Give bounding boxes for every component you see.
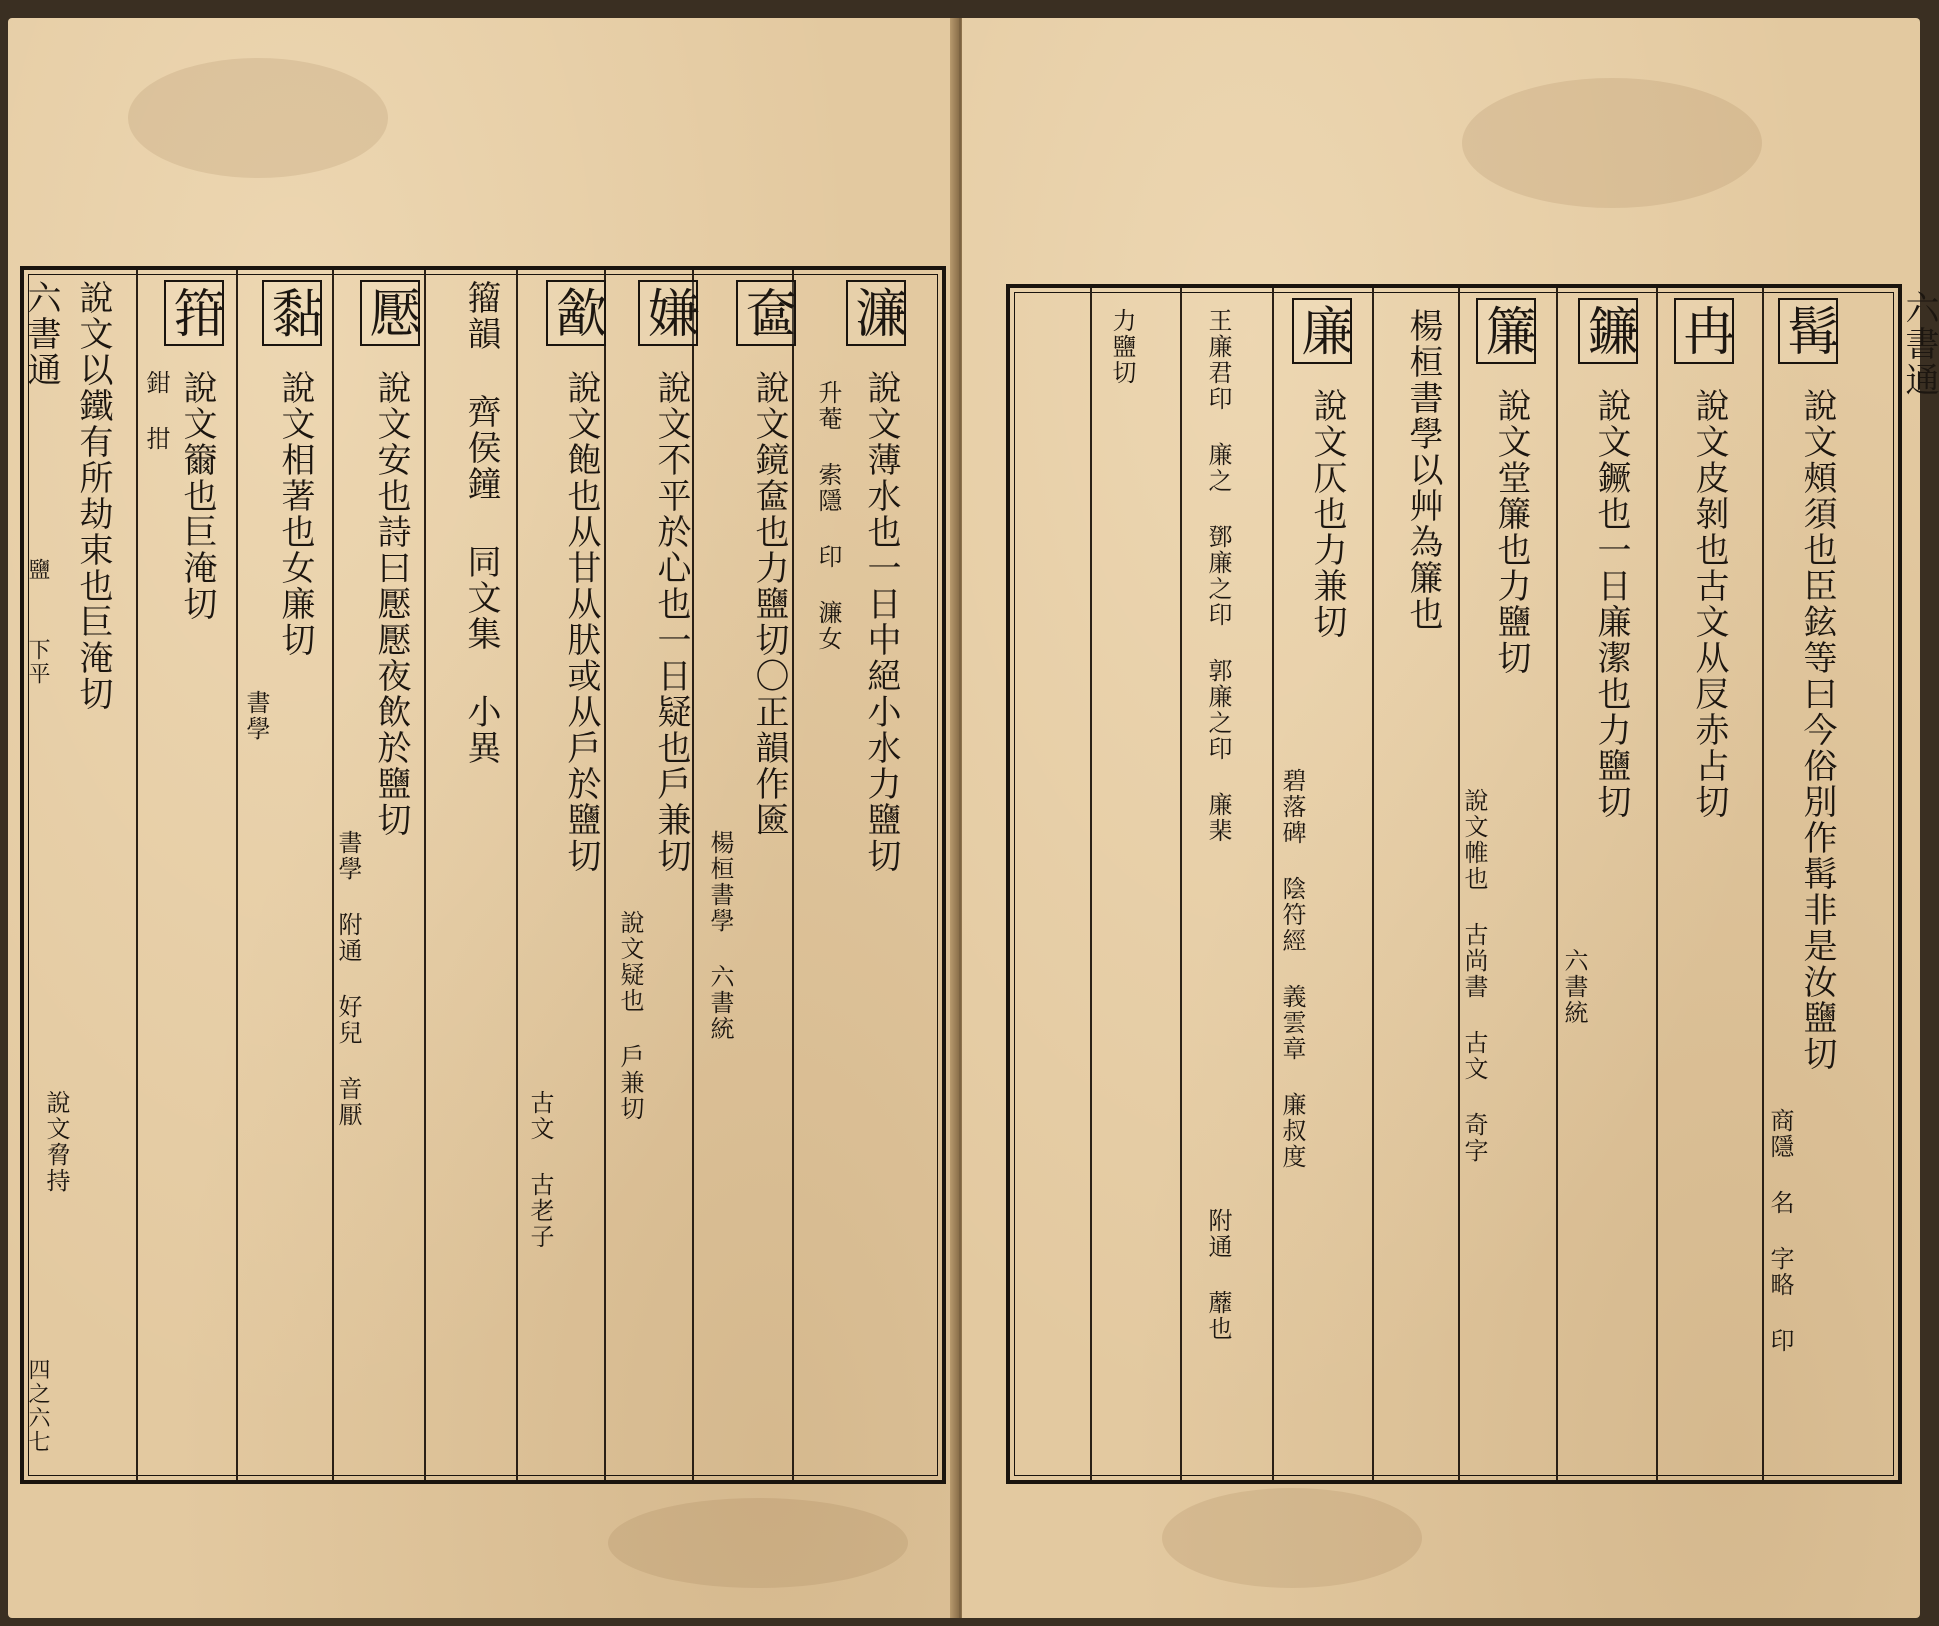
- headword-box: 廉: [1292, 298, 1352, 364]
- margin-folio: 四之六七: [25, 1358, 50, 1454]
- right-text-frame: [1006, 284, 1902, 1484]
- left-page: [8, 18, 958, 1618]
- entry-text: 說文相著也女廉切: [275, 370, 315, 658]
- right-page: [962, 18, 1939, 1618]
- entry-text: 力鹽切: [1108, 308, 1136, 386]
- headword-box: 冉: [1674, 298, 1734, 364]
- entry-note: 說文脅持: [42, 1090, 70, 1194]
- headword-box: 簾: [1476, 298, 1536, 364]
- entry-text: 楊桓書學以艸為簾也: [1403, 308, 1443, 632]
- entry-note: 附通 蘼也: [1204, 1208, 1232, 1342]
- entry-note: 楊桓書學 六書統: [706, 830, 734, 1042]
- entry-text: 說文頰須也臣鉉等曰今俗別作髯非是汝鹽切: [1797, 388, 1837, 1072]
- entry-note: 鉗 拑: [142, 370, 170, 452]
- entry-note: 說文疑也 戶兼切: [616, 910, 644, 1122]
- entry-note: 書學: [242, 690, 270, 742]
- entry-text: 說文以鐵有所劫束也巨淹切: [73, 280, 113, 712]
- entry-text: 說文不平於心也一日疑也戶兼切: [651, 370, 691, 874]
- entry-text: 說文薄水也一日中絕小水力鹽切: [861, 370, 901, 874]
- headword-box: 髯: [1778, 298, 1838, 364]
- entry-text: 說文安也詩曰懕懕夜飲於鹽切: [371, 370, 411, 838]
- headword-box: 嫌: [638, 280, 698, 346]
- entry-text: 說文皮剝也古文从㞋赤占切: [1689, 388, 1729, 820]
- entry-note: 升菴 索隱 印 濂女: [814, 380, 842, 652]
- headword-box: 㱃: [546, 280, 606, 346]
- headword-box: 懕: [360, 280, 420, 346]
- entry-note: 說文帷也 古尚書 古文 奇字: [1460, 788, 1488, 1164]
- entry-note: 六書統: [1560, 948, 1588, 1026]
- margin-rhyme: 鹽: [25, 558, 50, 582]
- margin-section: 下平: [25, 638, 50, 686]
- margin-title: 六書通: [21, 280, 61, 388]
- entry-text: 籀韻 齊侯鐘 同文集 小異: [461, 280, 501, 766]
- headword-box: 奩: [736, 280, 796, 346]
- entry-text: 說文仄也力兼切: [1307, 388, 1347, 640]
- entry-note: 商隱 名 字略 印: [1766, 1108, 1794, 1354]
- entry-text: 說文堂簾也力鹽切: [1491, 388, 1531, 676]
- margin-title: 六書通: [1899, 290, 1939, 398]
- headword-box: 黏: [262, 280, 322, 346]
- entry-text: 說文飽也从甘从肰或从戶於鹽切: [561, 370, 601, 874]
- entry-text: 說文籋也巨淹切: [177, 370, 217, 622]
- headword-box: 濂: [846, 280, 906, 346]
- entry-note: 碧落碑 陰符經 義雲章 廉叔度: [1278, 768, 1306, 1170]
- entry-text: 說文鏡奩也力鹽切〇正韻作匳: [749, 370, 789, 838]
- headword-box: 箝: [164, 280, 224, 346]
- entry-note: 古文 古老子: [526, 1090, 554, 1250]
- entry-text: 說文鐝也一日廉潔也力鹽切: [1591, 388, 1631, 820]
- entry-text: 王廉君印 廉之 鄧廉之印 郭廉之印 廉棐: [1204, 308, 1232, 844]
- entry-note: 書學 附通 好兒 音厭: [334, 830, 362, 1128]
- left-text-frame: [20, 266, 946, 1484]
- headword-box: 鐮: [1578, 298, 1638, 364]
